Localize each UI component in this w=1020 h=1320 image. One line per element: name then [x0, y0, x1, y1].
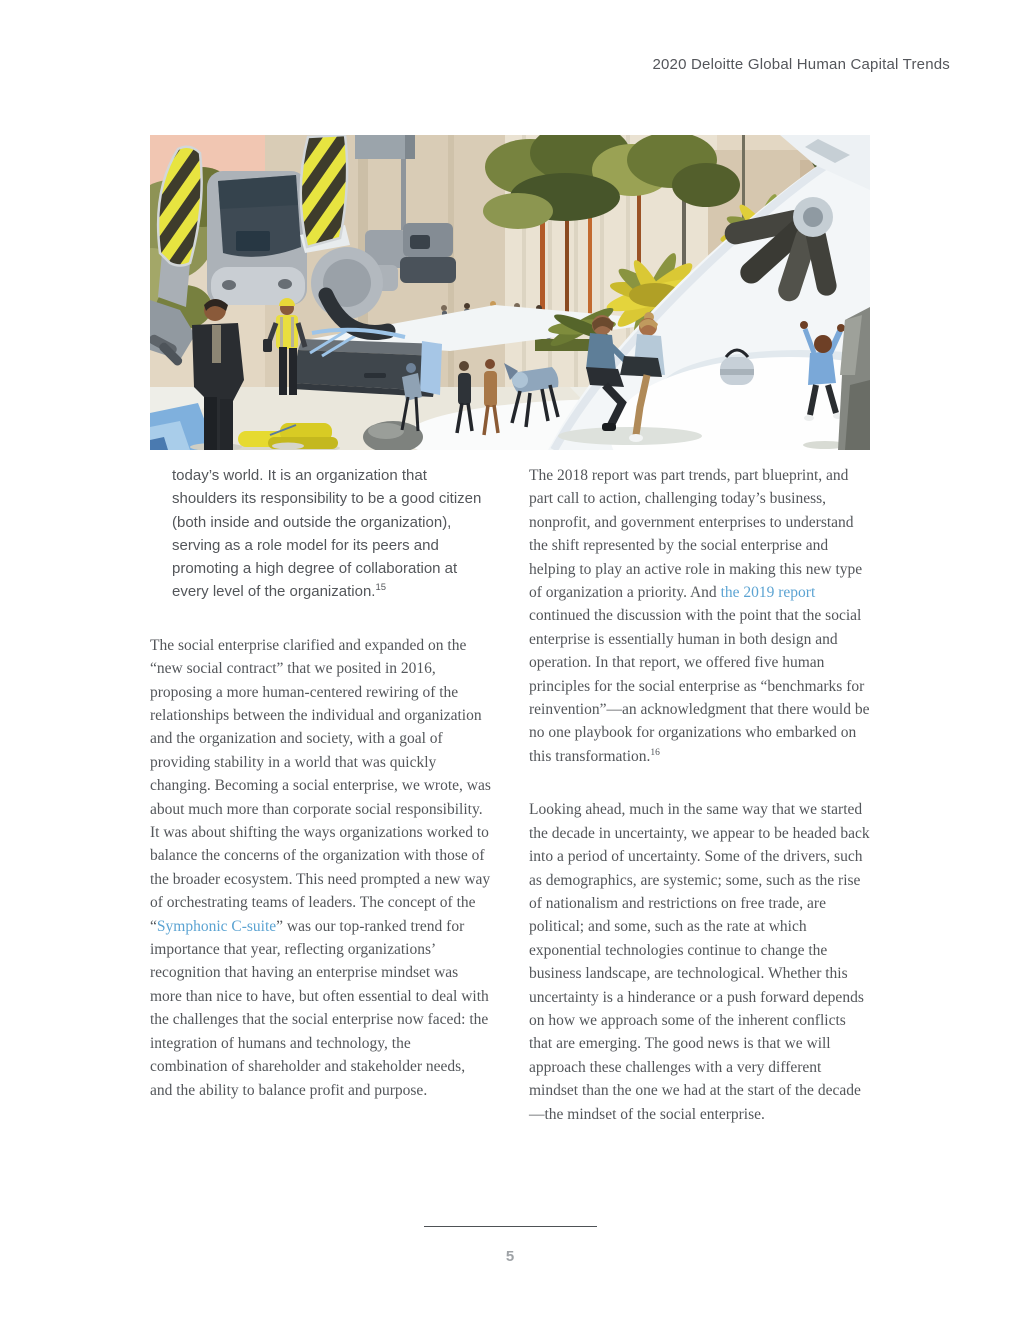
hero-illustration-svg	[150, 135, 870, 450]
footer-divider	[424, 1226, 597, 1227]
left-column	[150, 464, 491, 1126]
symphonic-c-suite-link[interactable]: Symphonic C-suite	[156, 917, 277, 935]
text-columns	[150, 464, 870, 1126]
page-header-title: 2020 Deloitte Global Human Capital Trends	[652, 56, 950, 73]
right-paragraph-2	[529, 798, 870, 1126]
text-segment: The 2018 report was part trends, part blueprint, and part call to action, challenging today’s business, nonprofit, and government enterprises to understand the shift represented by the social enterprise and helping to play an active role in making this new type of organization a priority. And	[529, 467, 863, 602]
text-segment: ” was our top-ranked trend for importance that year, reflecting organizations’ recognition that having an enterprise mindset was more than nice to have, but often essential to deal with the challenges that the social enterprise now faced: the integration of humans and technology, the combination of shareholder and stakeholder needs, and the ability to balance profit and purpose.	[150, 917, 489, 1099]
page-number: 5	[505, 1248, 515, 1265]
quote-continuation	[150, 464, 491, 604]
left-paragraph-1	[150, 634, 491, 1102]
footnote-ref: 15	[375, 582, 387, 594]
right-column	[529, 464, 870, 1126]
text-segment: The social enterprise clarified and expanded on the “new social contract” that we posited in 2016, proposing a more human-centered rewiring of the relationships between the individual and organization and the organization and society, with a goal of providing stability in a world that was quickly changing. Becoming a social enterprise, we wrote, was about much more than corporate social responsibility. It was about shifting the ways organizations worked to balance the concerns of the organization with those of the broader ecosystem. This need prompted a new way of orchestrating teams of leaders. The concept of the “	[150, 636, 491, 935]
footnote-ref: 16	[650, 747, 660, 758]
text-segment: Looking ahead, much in the same way that we started the decade in uncertainty, we appear to be headed back into a period of uncertainty. Some of the drivers, such as demographics, are systemic; some, such as the rise of nationalism and restrictions on free trade, are political; and some, such as the rate at which exponential technologies continue to change the business landscape, are technological. Whether this uncertainty is a hinderance or a push forward depends on how we approach some of the inherent conflicts that are emerging. The good news is that we will approach these challenges with a very different mindset than the one we had at the start of the decade—the mindset of the social enterprise.	[529, 801, 870, 1123]
text-segment: continued the discussion with the point that the social enterprise is essentially human in both design and operation. In that report, we offered five human principles for the social enterprise as “benchmarks for reinvention”—an acknowledgment that there would be no one playbook for organizations who embarked on this transformation.	[529, 607, 870, 765]
report-2019-link[interactable]: the 2019 report	[720, 584, 816, 602]
text-segment: today’s world. It is an organization that shoulders its responsibility to be a good citizen (both inside and outside the organization), serving as a role model for its peers and promoting a high degree of collaboration at every level of the organization.	[172, 467, 482, 601]
hero-illustration	[150, 135, 870, 450]
right-paragraph-1	[529, 464, 870, 768]
